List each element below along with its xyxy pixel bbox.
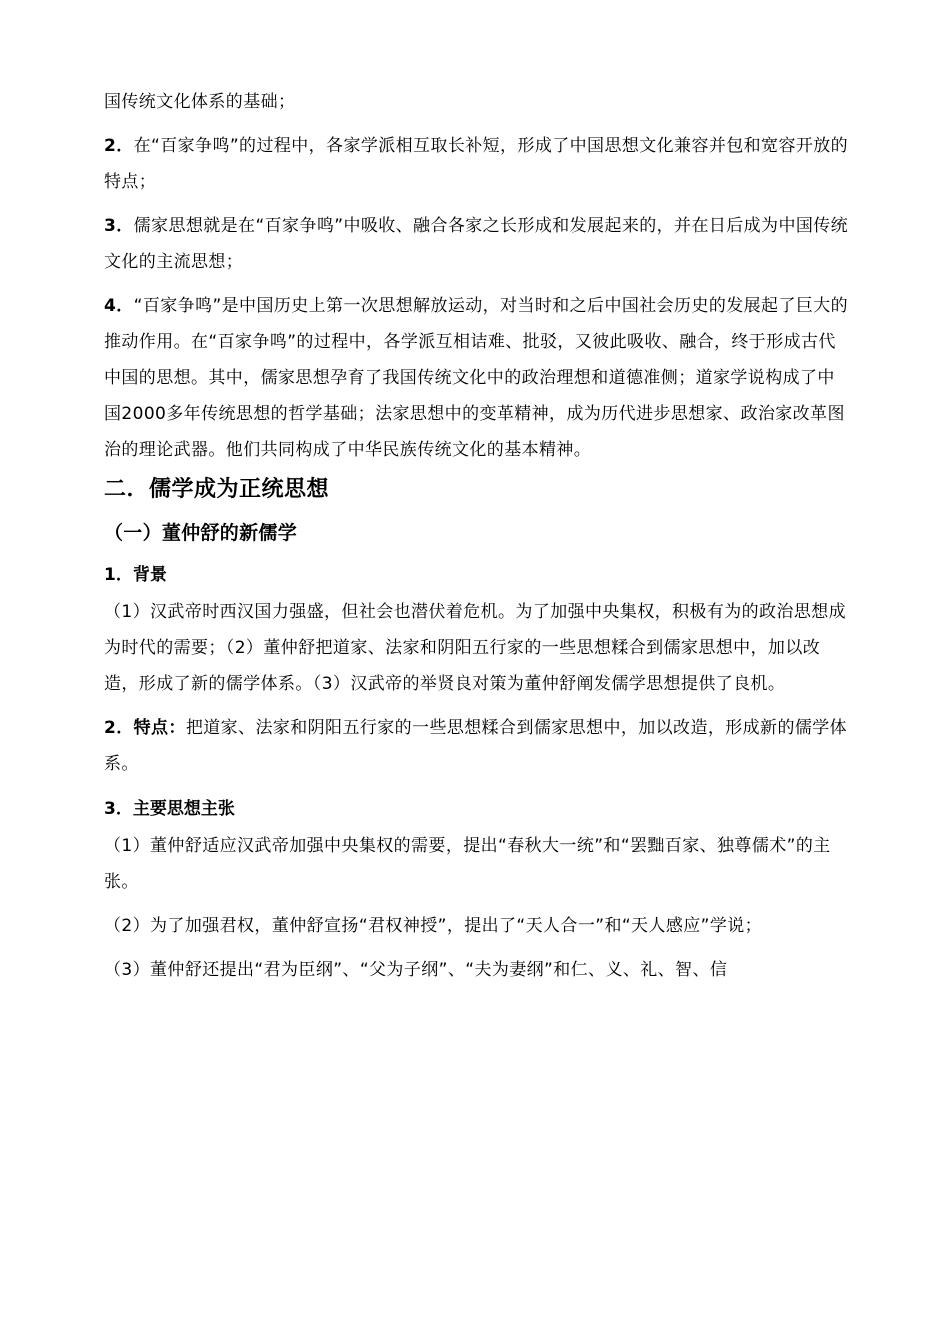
main-idea-item: （1）董仲舒适应汉武帝加强中央集权的需要，提出“春秋大一统”和“罢黜百家、独尊儒术”的主张。 [104,836,831,892]
point-text: “百家争鸣”是中国历史上第一次思想解放运动，对当时和之后中国社会历史的发展起了巨大的推动作用。在“百家争鸣”的过程中，各学派互相诘难、批驳，又彼此吸收、融合，终于形成古代中国的思想。其中，儒家思想孕育了我国传统文化中的政治理想和道德准侧；道家学说构成了中国2000多年传统思想的哲学基础；法家思想中的变革精神，成为历代进步思想家、政治家改革图治的理论武器。他们共同构成了中华民族传统文化的基本精神。 [104,296,849,460]
background-text: （1）汉武帝时西汉国力强盛，但社会也潜伏着危机。为了加强中央集权，积极有为的政治思想成为时代的需要；（2）董仲舒把道家、法家和阴阳五行家的一些思想糅合到儒家思想中，加以改造，形成了新的儒学体系。（3）汉武帝的举贤良对策为董仲舒阐发儒学思想提供了良机。 [104,602,847,694]
main-idea-item: （3）董仲舒还提出“君为臣纲”、“父为子纲”、“夫为妻纲”和仁、义、礼、智、信 [104,960,728,980]
section-title: 二．儒学成为正统思想 [104,477,330,502]
main-ideas-heading: 3．主要思想主张 [104,799,235,819]
features-label: 2．特点： [104,718,186,738]
point-text: 在“百家争鸣”的过程中，各家学派相互取长补短，形成了中国思想文化兼容并包和宽容开放的特点； [104,136,849,192]
point-number: 2． [104,136,134,156]
features-paragraph [104,710,850,782]
point-text: 儒家思想就是在“百家争鸣”中吸收、融合各家之长形成和发展起来的，并在日后成为中国传统文化的主流思想； [104,216,849,272]
features-text: 把道家、法家和阴阳五行家的一些思想糅合到儒家思想中，加以改造，形成新的儒学体系。 [104,718,848,774]
point-number: 3． [104,216,134,236]
document-page [104,84,850,988]
point-4 [104,288,850,468]
point-3 [104,208,850,280]
intro-tail-text: 国传统文化体系的基础； [104,92,296,112]
point-2 [104,128,850,200]
background-heading: 1．背景 [104,565,167,585]
point-number: 4． [104,296,134,316]
subsection-title: （一）董仲舒的新儒学 [104,522,298,544]
main-idea-item: （2）为了加强君权，董仲舒宣扬“君权神授”，提出了“天人合一”和“天人感应”学说； [104,916,763,936]
